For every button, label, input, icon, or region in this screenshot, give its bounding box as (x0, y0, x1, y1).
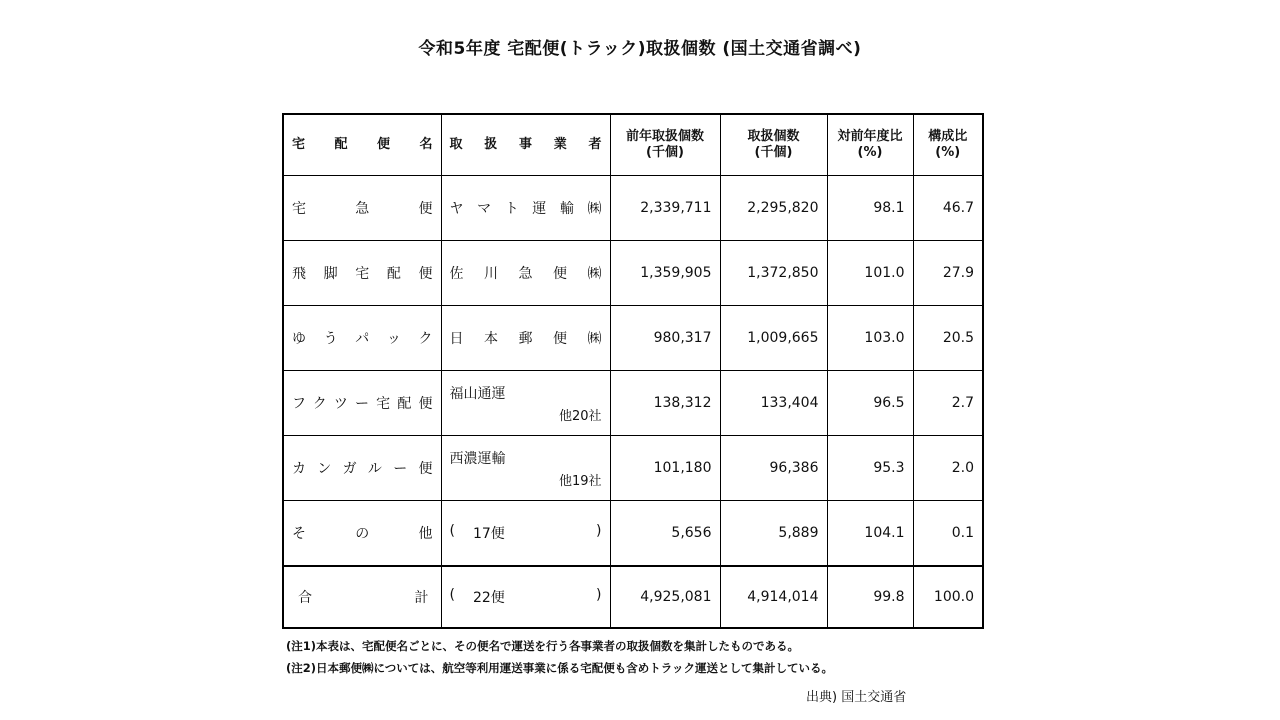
header-ratio-line2: (%) (857, 145, 883, 160)
header-name: 宅配便名 (283, 114, 441, 176)
paren-open: ( (449, 523, 455, 539)
header-count (720, 114, 827, 176)
footnote-1: (注1)本表は、宅配便名ごとに、その便名で運送を行う各事業者の取扱個数を集計したものである。 (286, 639, 800, 653)
cell-prev-count: 5,656 (610, 501, 720, 567)
paren-close: ) (596, 523, 602, 539)
source-credit: 出典) 国土交通省 (806, 690, 907, 705)
cell-prev-count: 101,180 (610, 436, 720, 501)
cell-count: 133,404 (720, 371, 827, 436)
cell-share: 2.7 (913, 371, 983, 436)
cell-service-name: カンガルー便 (283, 436, 441, 501)
operator-count-text: 17便 (472, 526, 505, 542)
total-label-b: 計 (414, 590, 429, 606)
cell-operator (441, 501, 610, 567)
total-paren (450, 587, 602, 607)
header-prev-line1: 前年取扱個数 (625, 129, 704, 144)
footnote-2: (注2)日本郵便㈱については、航空等利用運送事業に係る宅配便も含めトラック運送として集計している。 (286, 661, 834, 675)
header-prev-line2: (千個) (646, 145, 684, 160)
total-label (298, 587, 429, 607)
table-row (283, 436, 983, 501)
header-ratio (827, 114, 913, 176)
header-count-line2: (千個) (754, 145, 793, 160)
cell-operator: ヤマト運輸㈱ (441, 176, 610, 241)
cell-count: 96,386 (720, 436, 827, 501)
table-row (283, 306, 983, 371)
cell-share: 2.0 (913, 436, 983, 501)
header-ratio-line1: 対前年度比 (837, 129, 903, 144)
cell-count: 1,372,850 (720, 241, 827, 306)
cell-service-name: その他 (283, 501, 441, 567)
cell-operator (441, 371, 610, 436)
cell-ratio: 101.0 (827, 241, 913, 306)
cell-share: 46.7 (913, 176, 983, 241)
cell-operator: 佐川急便㈱ (441, 241, 610, 306)
cell-prev-count: 1,359,905 (610, 241, 720, 306)
header-count-line1: 取扱個数 (747, 129, 800, 144)
cell-ratio: 104.1 (827, 501, 913, 567)
cell-prev-count: 138,312 (610, 371, 720, 436)
header-prev-count (610, 114, 720, 176)
cell-service-name: 宅急便 (283, 176, 441, 241)
operator-sub: 他19社 (558, 473, 602, 489)
cell-share: 20.5 (913, 306, 983, 371)
cell-count: 1,009,665 (720, 306, 827, 371)
header-operator: 取扱事業者 (441, 114, 610, 176)
cell-ratio: 103.0 (827, 306, 913, 371)
operator-main: 西濃運輸 (449, 450, 506, 467)
operator-main: 福山通運 (449, 385, 506, 402)
cell-share: 0.1 (913, 501, 983, 567)
cell-operator: 日本郵便㈱ (441, 306, 610, 371)
cell-count: 2,295,820 (720, 176, 827, 241)
table-total-row (283, 566, 983, 628)
cell-share: 27.9 (913, 241, 983, 306)
table-row (283, 371, 983, 436)
cell-prev-count: 980,317 (610, 306, 720, 371)
cell-total-count: 4,914,014 (720, 566, 827, 628)
table-row (283, 176, 983, 241)
cell-ratio: 98.1 (827, 176, 913, 241)
total-services-text: 22便 (472, 590, 505, 606)
operator-sub: 他20社 (558, 408, 602, 424)
table-header-row (283, 114, 983, 176)
cell-total-prev-count: 4,925,081 (610, 566, 720, 628)
header-share (913, 114, 983, 176)
header-share-line1: 構成比 (928, 129, 968, 144)
cell-total-services (441, 566, 610, 628)
operator-paren (450, 523, 602, 543)
cell-total-ratio: 99.8 (827, 566, 913, 628)
parcel-volume-table (282, 113, 984, 629)
cell-prev-count: 2,339,711 (610, 176, 720, 241)
paren-close: ) (596, 587, 602, 603)
cell-total-share: 100.0 (913, 566, 983, 628)
paren-open: ( (449, 587, 455, 603)
cell-total-label (283, 566, 441, 628)
table-row (283, 501, 983, 567)
cell-service-name: ゆうパック (283, 306, 441, 371)
cell-ratio: 95.3 (827, 436, 913, 501)
table-row (283, 241, 983, 306)
cell-count: 5,889 (720, 501, 827, 567)
page-title: 令和5年度 宅配便(トラック)取扱個数 (国土交通省調べ) (418, 39, 862, 59)
cell-service-name: 飛脚宅配便 (283, 241, 441, 306)
cell-ratio: 96.5 (827, 371, 913, 436)
header-share-line2: (%) (935, 145, 961, 160)
cell-operator (441, 436, 610, 501)
cell-service-name: フクツー宅配便 (283, 371, 441, 436)
total-label-a: 合 (298, 590, 312, 606)
